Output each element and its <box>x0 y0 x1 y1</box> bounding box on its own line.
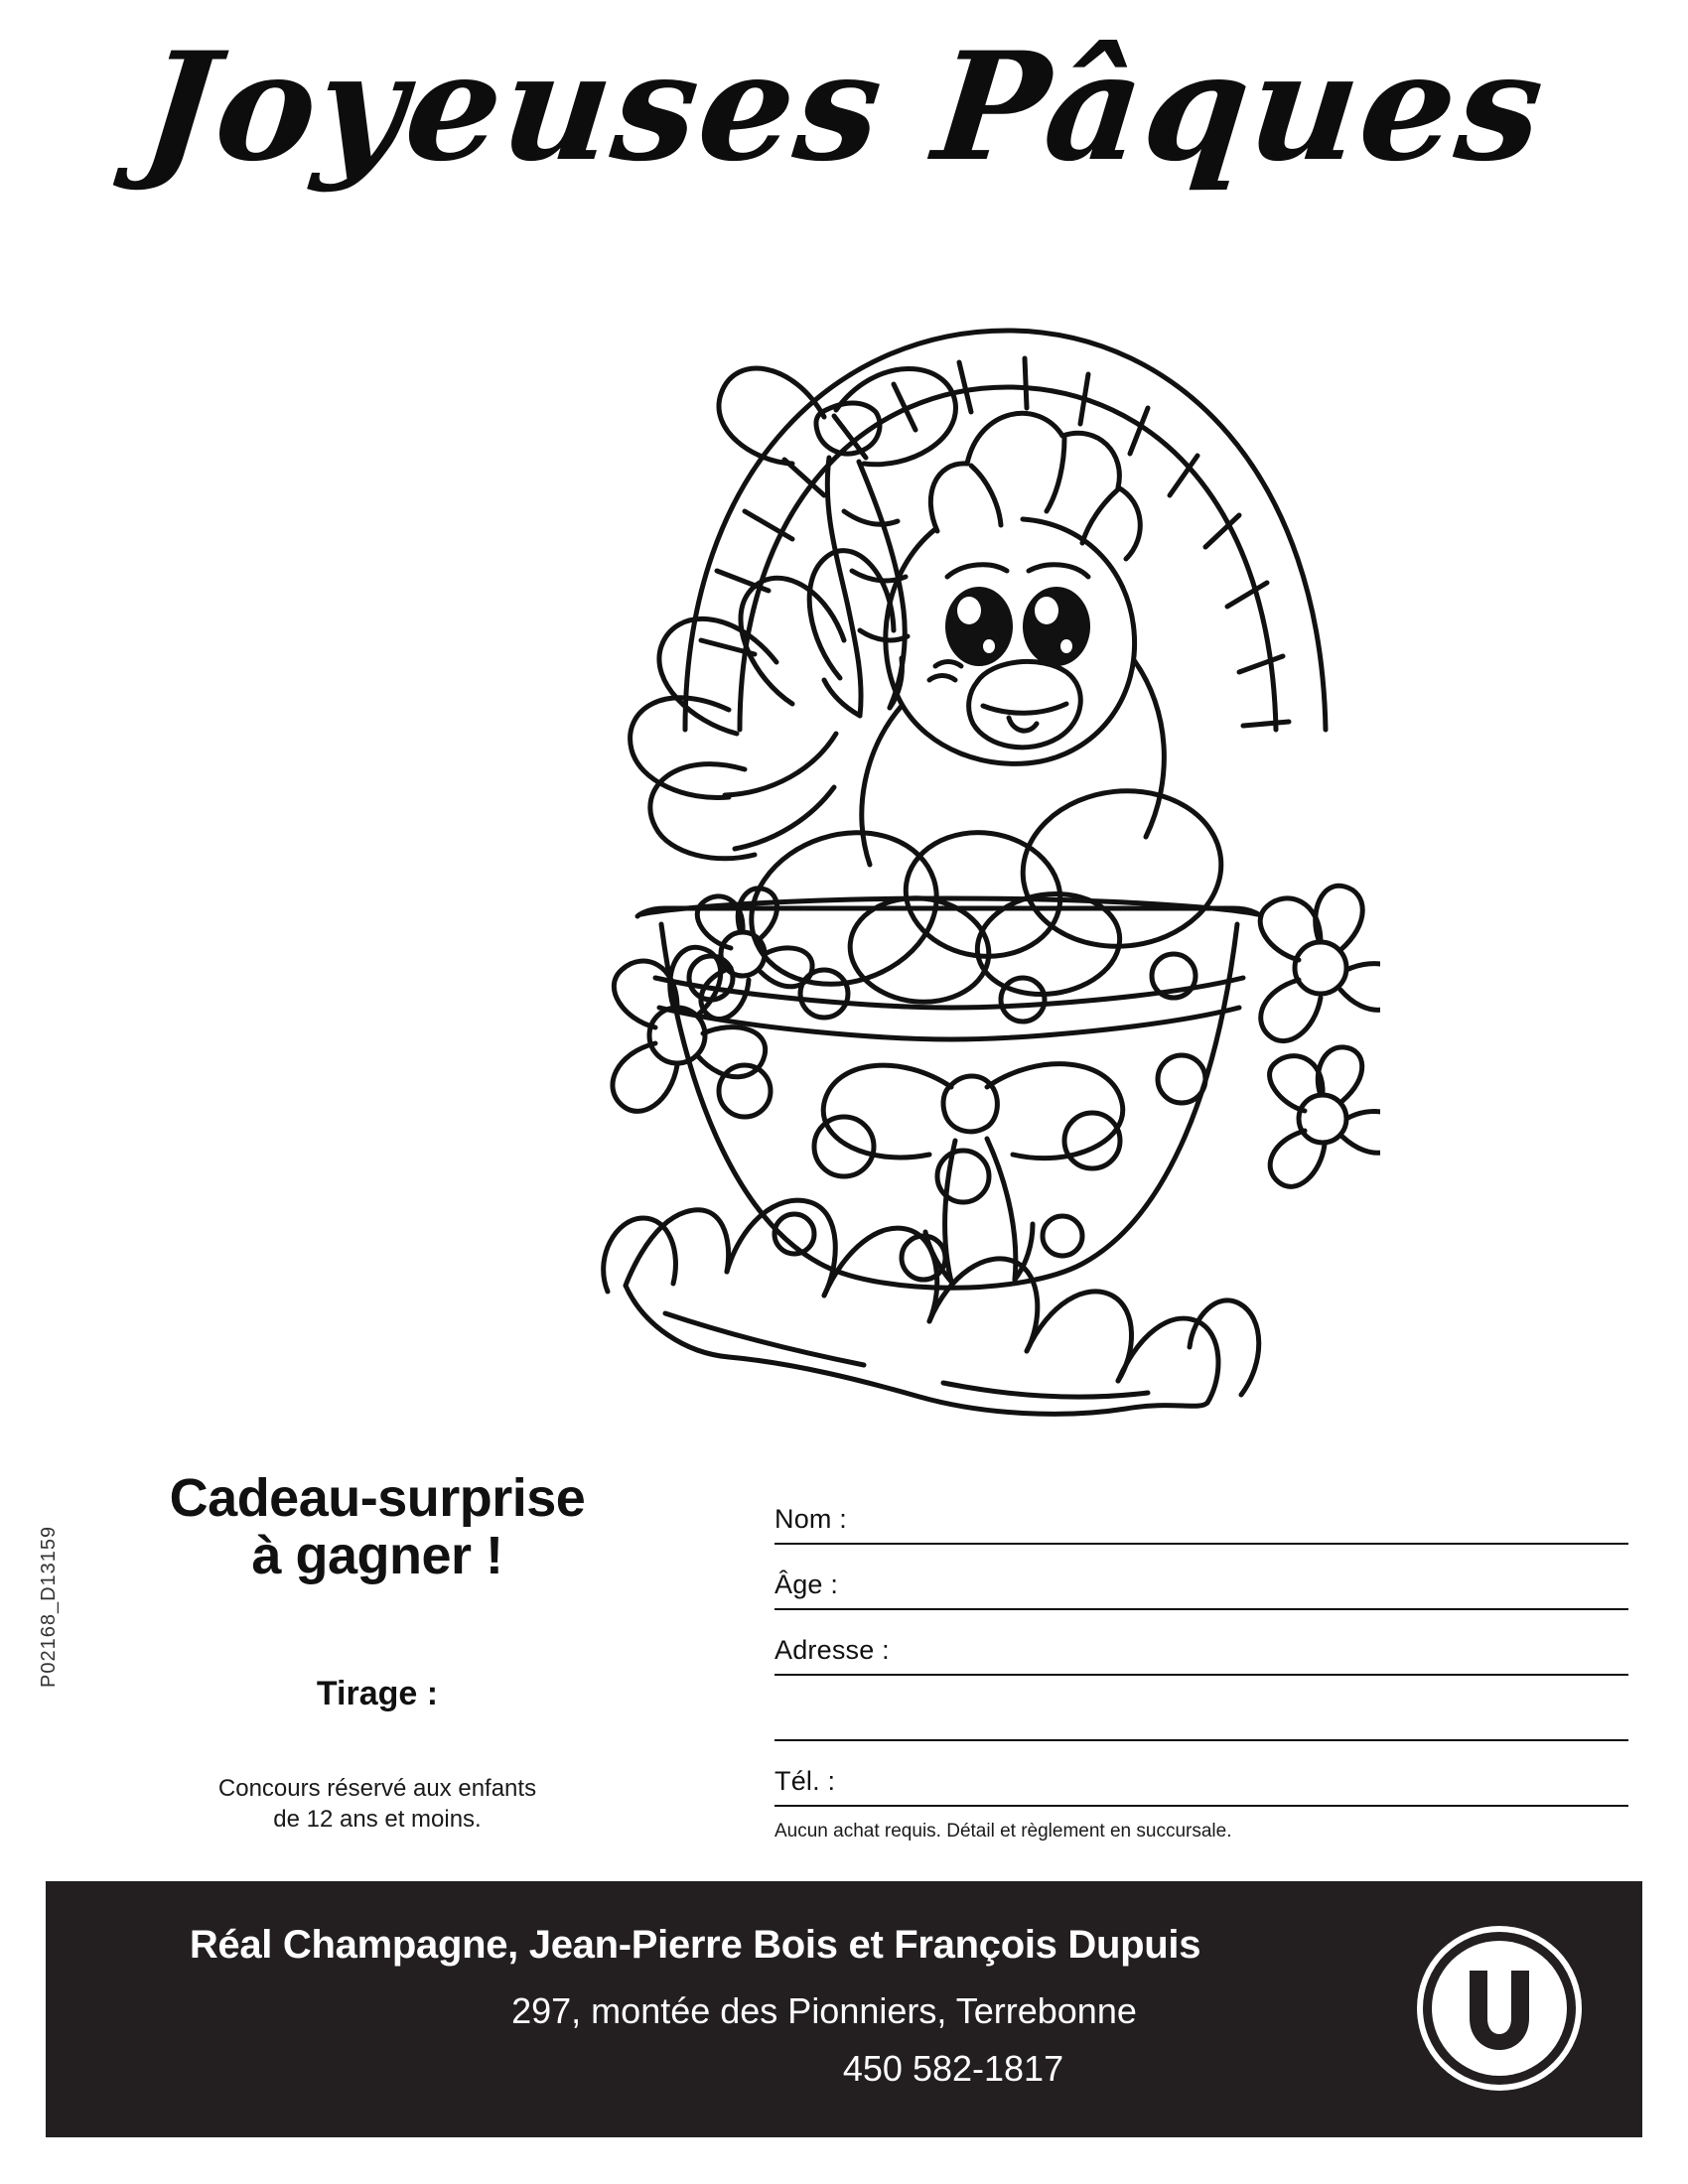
age-field[interactable] <box>774 1545 1628 1610</box>
form-disclaimer: Aucun achat requis. Détail et règlement en succursale. <box>774 1821 1232 1842</box>
age-field-label: Âge : <box>774 1570 839 1599</box>
metro-u-logo-icon <box>1414 1923 1585 2094</box>
easter-basket-chick-coloring-illustration <box>328 213 1380 1454</box>
name-field-label: Nom : <box>774 1504 848 1534</box>
page-title: Joyeuses Pâques <box>135 20 1553 195</box>
footer-address: 297, montée des Pionniers, Terrebonne <box>511 1990 1137 2031</box>
contest-heading <box>119 1469 635 1585</box>
name-field[interactable] <box>774 1479 1628 1545</box>
address-field[interactable] <box>774 1610 1628 1676</box>
phone-field-label: Tél. : <box>774 1766 836 1796</box>
address-field-line2[interactable] <box>774 1676 1628 1741</box>
contest-note-line1: Concours réservé aux enfants <box>217 1774 537 1802</box>
contest-block <box>119 1469 635 1835</box>
contest-note-line2: de 12 ans et moins. <box>273 1805 482 1833</box>
phone-field[interactable] <box>774 1741 1628 1807</box>
contest-note <box>119 1773 635 1835</box>
contest-heading-line2: à gagner ! <box>251 1526 503 1586</box>
footer-phone: 450 582-1817 <box>842 2048 1064 2089</box>
print-code: P02168_D13159 <box>38 1525 60 1688</box>
draw-label: Tirage : <box>316 1674 439 1712</box>
footer-names: Réal Champagne, Jean-Pierre Bois et François Dupuis <box>189 1923 1201 1967</box>
contest-heading-line1: Cadeau-surprise <box>169 1468 586 1528</box>
entry-form <box>774 1479 1628 1843</box>
address-field-label: Adresse : <box>774 1635 890 1665</box>
footer-bar <box>46 1881 1642 2137</box>
